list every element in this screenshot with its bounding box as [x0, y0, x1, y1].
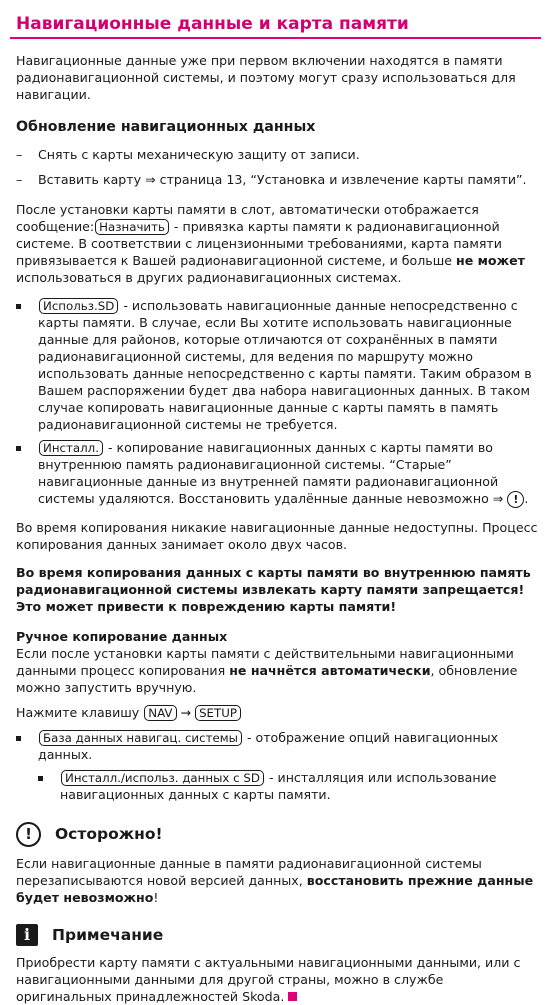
title-bar	[10, 4, 541, 39]
exclamation-icon: !	[16, 822, 41, 847]
menu-item-install-sd	[38, 769, 542, 803]
menu-item-text: - инсталляция или использование навигационных данных с карты памяти.	[60, 770, 497, 802]
page-title: Навигационные данные и карта памяти	[16, 14, 409, 34]
bullet-square	[16, 446, 21, 451]
caution-post: !	[153, 890, 159, 905]
setup-key: SETUP	[195, 705, 241, 721]
nav-database-button: База данных навигац. системы	[39, 730, 242, 746]
install-button: Инсталл.	[39, 440, 103, 456]
caution-title: Осторожно!	[55, 825, 163, 843]
option-end: .	[524, 491, 529, 506]
after-insert-post: - привязка карты памяти к радионавигационной системе. В соответствии с лицензионными требованиями, карта памяти привязывается к Вашей радионавигационной системе, и больше	[16, 219, 502, 268]
bullet-square	[16, 304, 21, 309]
manual-post: , обновление можно запустить вручную.	[16, 663, 518, 695]
note-body: Приобрести карту памяти с актуальными навигационными данными, или с навигационными данными для другой страны, можно в службе оригинальных принадлежностей Skoda.	[16, 955, 521, 1004]
step-text: Вставить карту ⇒ страница 13, “Установка и извлечение карты памяти”.	[38, 172, 527, 187]
after-insert-bold: не может	[456, 253, 525, 268]
update-heading: Обновление навигационных данных	[16, 119, 316, 135]
manual-heading: Ручное копирование данных	[16, 629, 228, 644]
option-use-sd	[16, 297, 542, 433]
option-text: - копирование навигационных данных с карты памяти во внутреннюю память радионавигационной системы. “Старые” навигационные данные из внутренней памяти радионавигационной системы удаляются. Восстановить удалённые данные невозможно ⇒	[38, 440, 508, 506]
arrow-right-icon: →	[180, 705, 192, 720]
dash-marker: –	[16, 147, 23, 162]
nav-key: NAV	[144, 705, 176, 721]
after-insert-pre: После установки карты памяти в слот, автоматически отображается сообщение:	[16, 202, 479, 234]
note-title: Примечание	[52, 925, 164, 944]
dash-marker: –	[16, 172, 23, 187]
manual-pre: Если после установки карты памяти с действительными навигационными данными процесс копирования	[16, 646, 514, 678]
copy-info-paragraph: Во время копирования никакие навигационные данные недоступны. Процесс копирования данных занимает около двух часов.	[16, 520, 538, 552]
note-header	[16, 924, 542, 946]
caution-pre: Если навигационные данные в памяти радионавигационной системы перезаписываются новой версией данных,	[16, 856, 482, 888]
step-item	[16, 171, 542, 188]
after-insert-tail: использоваться в других радионавигационных системах.	[16, 270, 402, 285]
bullet-square	[38, 776, 43, 781]
manual-bold: не начнётся автоматически	[229, 663, 431, 678]
note-text	[16, 954, 542, 1005]
end-mark	[288, 992, 297, 1001]
option-text: - использовать навигационные данные непосредственно с карты памяти. В случае, если Вы хотите использовать навигационные данные для районов, которые отличаются от сохранённых в памяти радионавигационной системы, для ведения по маршруту можно использовать данные непосредственно с карты памяти. Таким образом в Вашем распоряжении будет два набора навигационных данных. В таком случае копировать навигационные данные с карты память в память радионавигационной системы не требуется.	[38, 298, 532, 432]
caution-text	[16, 855, 542, 906]
caution-header	[16, 822, 542, 847]
step-item	[16, 146, 542, 163]
info-icon: i	[16, 924, 38, 946]
caution-bold: восстановить прежние данные будет невозможно	[16, 873, 534, 905]
warning-ref-icon: !	[507, 491, 524, 508]
install-use-sd-button: Инсталл./использ. данных с SD	[61, 770, 264, 786]
content	[16, 52, 542, 1005]
press-key-text: Нажмите клавишу	[16, 705, 140, 720]
step-text: Снять с карты механическую защиту от записи.	[38, 147, 360, 162]
menu-item-text: - отображение опций навигационных данных.	[38, 730, 499, 762]
option-install	[16, 439, 542, 508]
copy-warning-paragraph: Во время копирования данных с карты памяти во внутреннюю память радионавигационной системы извлекать карту памяти запрещается! Это может привести к повреждению карты памяти!	[16, 565, 531, 614]
use-sd-button: Использ.SD	[39, 298, 118, 314]
press-key-line	[16, 704, 542, 721]
after-insert-paragraph	[16, 201, 542, 286]
manual-paragraph	[16, 645, 542, 696]
intro-paragraph: Навигационные данные уже при первом включении находятся в памяти радионавигационной системы, и поэтому могут сразу использоваться для навигации.	[16, 53, 516, 102]
bullet-square	[16, 736, 21, 741]
assign-button: Назначить	[95, 219, 169, 235]
menu-item-database	[16, 729, 542, 763]
